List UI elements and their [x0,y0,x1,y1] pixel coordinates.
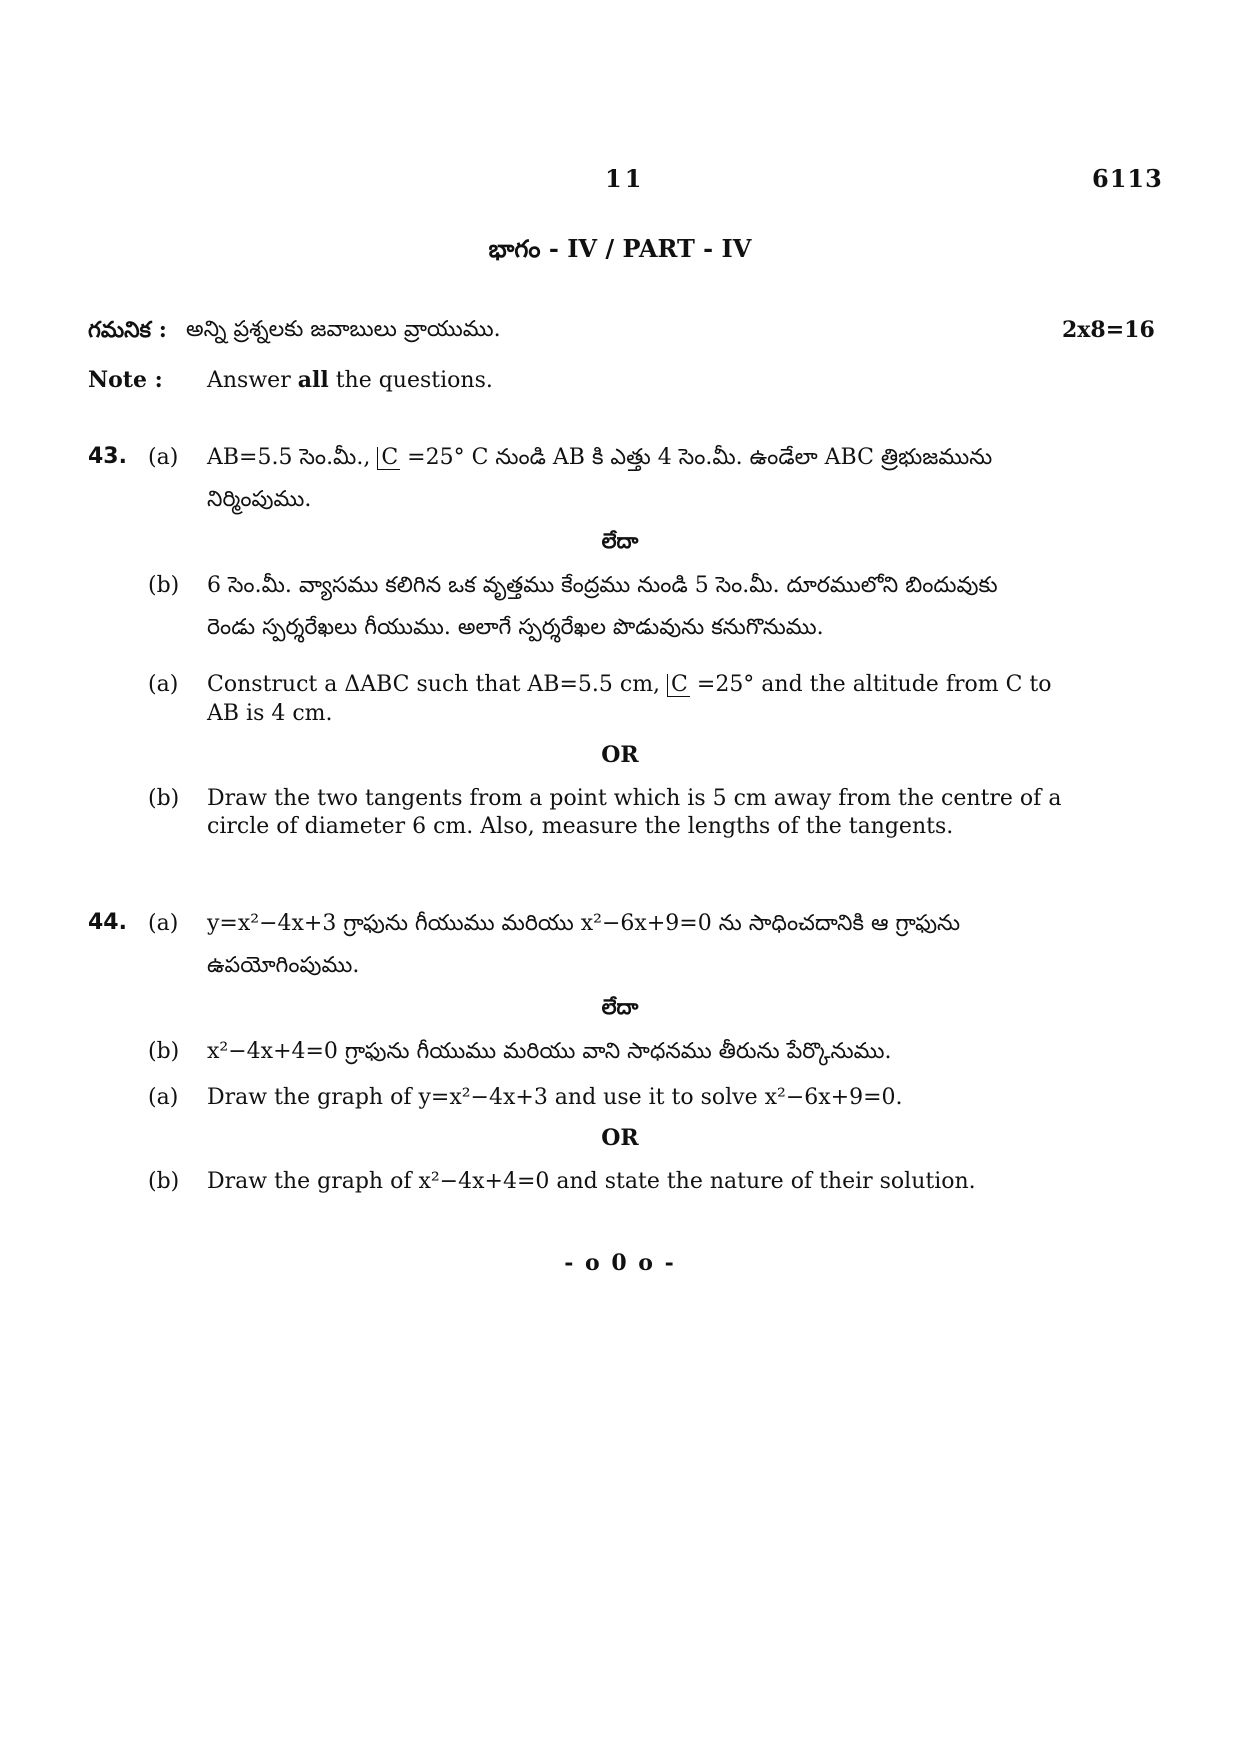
q43-english-b-line1: Draw the two tangents from a point which is 5 cm away from the centre of a [207,786,1062,811]
option-label-b: (b) [148,786,180,811]
question-number-44: 44. [88,910,127,935]
q44-english-b: Draw the graph of x²−4x+4=0 and state the nature of their solution. [207,1169,976,1194]
telugu-or: లేదా [601,994,639,1019]
option-label-a: (a) [148,1085,179,1110]
option-label-a: (a) [148,445,179,470]
option-label-b: (b) [148,1039,180,1064]
option-label-a: (a) [148,672,179,697]
english-note-text: Answer all the questions. [207,367,493,393]
telugu-note-text: అన్ని ప్రశ్నలకు జవాబులు వ్రాయుము. [186,317,501,342]
q44-telugu-b: x²−4x+4=0 గ్రాఫును గీయుము మరియు వాని సాధనము తీరును పేర్కొనుము. [207,1039,892,1064]
angle-symbol: C [667,674,690,697]
marks-scheme: 2x8=16 [1062,317,1155,343]
question-number-43: 43. [88,444,127,469]
q44-telugu-a-line2: ఉపయోగింపుము. [207,953,360,978]
telugu-note-label: గమనిక : [88,317,167,343]
page-number: 11 [605,164,645,193]
paper-code: 6113 [1092,164,1163,193]
q43-telugu-a-line1: AB=5.5 సెం.మీ., C =25° C నుండి AB కి ఎత్తు 4 సెం.మీ. ఉండేలా ABC త్రిభుజమును [207,445,993,470]
angle-symbol: C [377,447,400,470]
q44-english-a: Draw the graph of y=x²−4x+3 and use it to solve x²−6x+9=0. [207,1085,903,1110]
q43-telugu-b-line2: రెండు స్పర్శరేఖలు గీయుము. అలాగే స్పర్శరేఖల పొడువును కనుగొనుము. [207,615,824,640]
end-mark: - o 0 o - [564,1250,676,1276]
q43-telugu-a-line2: నిర్మింపుము. [207,487,312,512]
q44-telugu-a-line1: y=x²−4x+3 గ్రాఫును గీయుము మరియు x²−6x+9=0 ను సాధించదానికి ఆ గ్రాఫును [207,911,961,936]
part-title: భాగం - IV / PART - IV [488,234,752,263]
q43-english-a-line1: Construct a ΔABC such that AB=5.5 cm, C =25° and the altitude from C to [207,672,1052,697]
q43-english-b-line2: circle of diameter 6 cm. Also, measure the lengths of the tangents. [207,814,954,839]
q43-english-a-line2: AB is 4 cm. [207,701,333,726]
option-label-b: (b) [148,573,180,598]
english-or: OR [601,742,639,768]
english-note-label: Note : [88,367,163,393]
option-label-a: (a) [148,911,179,936]
q43-telugu-b-line1: 6 సెం.మీ. వ్యాసము కలిగిన ఒక వృత్తము కేంద్రము నుండి 5 సెం.మీ. దూరములోని బిందువుకు [207,573,998,598]
telugu-or: లేదా [601,528,639,553]
option-label-b: (b) [148,1169,180,1194]
english-or: OR [601,1125,639,1151]
